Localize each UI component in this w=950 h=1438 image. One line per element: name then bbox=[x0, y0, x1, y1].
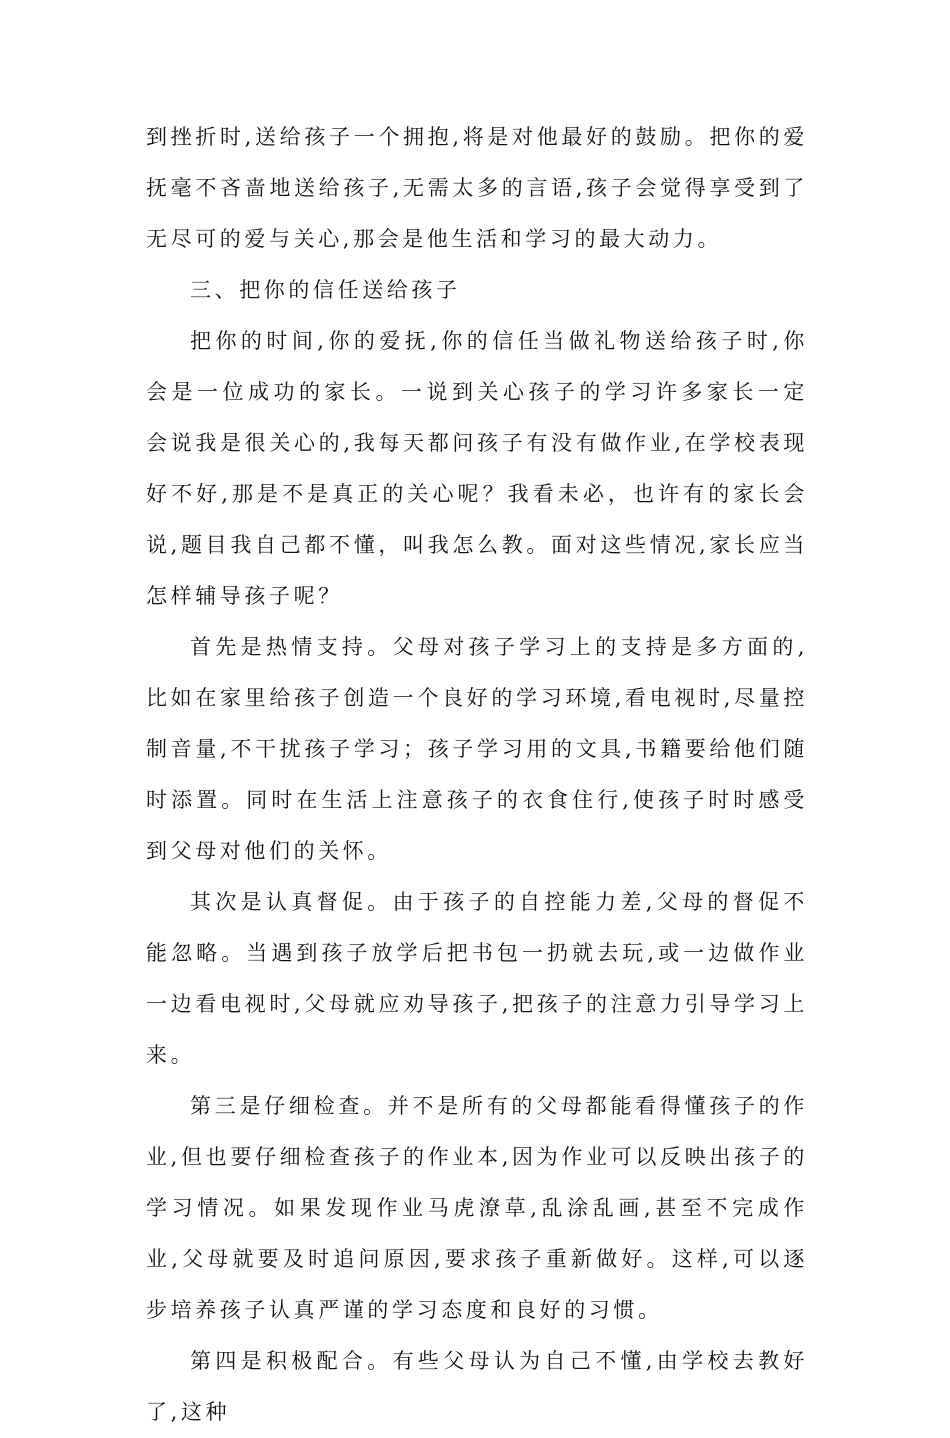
paragraph-trust-intro: 把你的时间,你的爱抚,你的信任当做礼物送给孩子时,你会是一位成功的家长。一说到关心孩子的学习许多家长一定会说我是很关心的,我每天都问孩子有没有做作业,在学校表现好不好,那是不是真正的关心呢？我看未必，也许有的家长会说,题目我自己都不懂，叫我怎么教。面对这些情况,家长应当怎样辅导孩子呢？ bbox=[146, 329, 808, 608]
paragraph-check: 第三是仔细检查。并不是所有的父母都能看得懂孩子的作业,但也要仔细检查孩子的作业本,因为作业可以反映出孩子的学习情况。如果发现作业马虎潦草,乱涂乱画,甚至不完成作业,父母就要及时追问原因,要求孩子重新做好。这样,可以逐步培养孩子认真严谨的学习态度和良好的习惯。 bbox=[146, 1094, 808, 1322]
paragraph-cooperate: 第四是积极配合。有些父母认为自己不懂,由学校去教好了,这种 bbox=[146, 1349, 808, 1424]
paragraph-supervise: 其次是认真督促。由于孩子的自控能力差,父母的督促不能忽略。当遇到孩子放学后把书包一扔就去玩,或一边做作业一边看电视时,父母就应劝导孩子,把孩子的注意力引导学习上来。 bbox=[146, 890, 808, 1067]
paragraph-continuation: 到挫折时,送给孩子一个拥抱,将是对他最好的鼓励。把你的爱抚毫不吝啬地送给孩子,无需太多的言语,孩子会觉得享受到了无尽可的爱与关心,那会是他生活和学习的最大动力。 bbox=[146, 125, 808, 251]
document-body bbox=[146, 112, 808, 1438]
paragraph-support: 首先是热情支持。父母对孩子学习上的支持是多方面的,比如在家里给孩子创造一个良好的学习环境,看电视时,尽量控制音量,不干扰孩子学习；孩子学习用的文具,书籍要给他们随时添置。同时在生活上注意孩子的衣食住行,使孩子时时感受到父母对他们的关怀。 bbox=[146, 635, 808, 863]
section-heading-3: 三、把你的信任送给孩子 bbox=[190, 278, 461, 302]
